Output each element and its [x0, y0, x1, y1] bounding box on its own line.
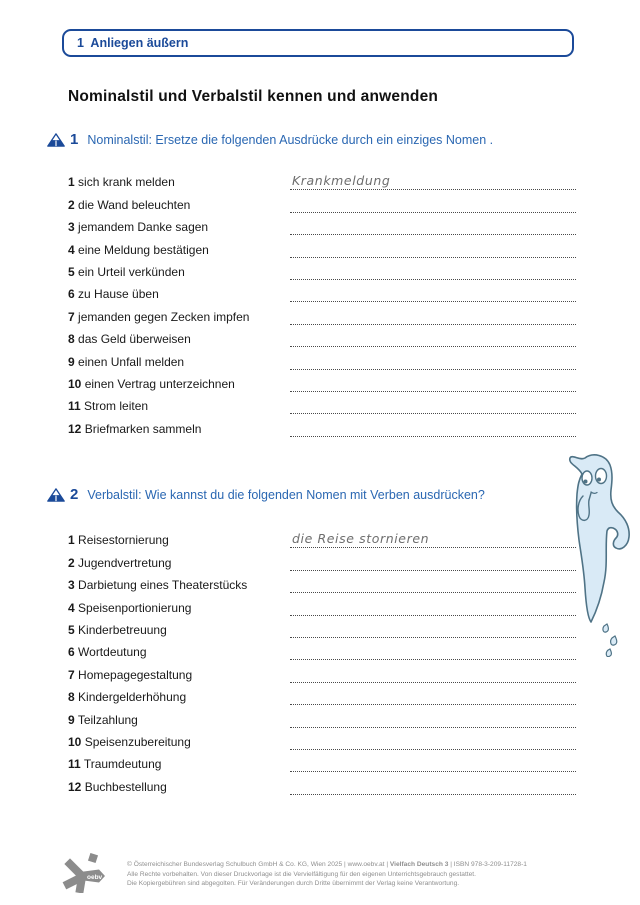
list-item	[68, 235, 576, 257]
answer-line[interactable]	[290, 353, 576, 370]
chapter-header-box	[62, 29, 574, 57]
item-label: 7 jemanden gegen Zecken impfen	[68, 309, 250, 324]
handwritten-answer: Krankmeldung	[292, 173, 391, 189]
item-label: 6 zu Hause üben	[68, 287, 159, 302]
exercise-1-heading	[47, 131, 493, 148]
exercise-instruction: Nominalstil: Ersetze die folgenden Ausdrücke durch ein einziges Nomen .	[87, 132, 494, 147]
answer-line[interactable]	[290, 643, 576, 660]
exercise-2-list	[68, 526, 576, 795]
list-item	[68, 638, 576, 660]
list-item	[68, 347, 576, 369]
item-label: 11 Traumdeutung	[68, 757, 162, 772]
list-item	[68, 392, 576, 414]
item-label: 2 Jugendvertretung	[68, 555, 172, 570]
item-label: 3 Darbietung eines Theaterstücks	[68, 578, 248, 593]
exercise-number: 2	[70, 486, 79, 503]
list-item	[68, 683, 576, 705]
page-title: Nominalstil und Verbalstil kennen und anwenden	[68, 88, 439, 105]
list-item	[68, 526, 576, 548]
answer-line[interactable]	[290, 778, 576, 795]
answer-line[interactable]	[290, 733, 576, 750]
exercise-2-heading	[47, 486, 485, 503]
answer-line[interactable]	[290, 688, 576, 705]
item-label: 5 ein Urteil verkünden	[68, 264, 185, 279]
item-label: 9 einen Unfall melden	[68, 354, 185, 369]
answer-line[interactable]	[290, 308, 576, 325]
answer-line[interactable]	[290, 196, 576, 213]
item-label: 8 Kindergelderhöhung	[68, 690, 187, 705]
item-label: 1 Reisestornierung	[68, 533, 169, 548]
answer-line[interactable]	[290, 173, 576, 190]
answer-line[interactable]	[290, 576, 576, 593]
list-item	[68, 705, 576, 727]
exercise-number: 1	[70, 131, 79, 148]
imprint-text	[127, 853, 527, 889]
answer-line[interactable]	[290, 711, 576, 728]
list-item	[68, 750, 576, 772]
answer-line[interactable]	[290, 755, 576, 772]
item-label: 10 Speisenzubereitung	[68, 734, 191, 749]
item-label: 3 jemandem Danke sagen	[68, 220, 209, 235]
item-label: 6 Wortdeutung	[68, 645, 147, 660]
list-item	[68, 728, 576, 750]
item-label: 4 Speisenportionierung	[68, 600, 192, 615]
answer-line[interactable]	[290, 330, 576, 347]
list-item	[68, 593, 576, 615]
footer	[58, 853, 527, 893]
drip-1	[603, 624, 608, 632]
item-label: 12 Briefmarken sammeln	[68, 421, 202, 436]
list-item	[68, 772, 576, 794]
ghost-mascot-illustration	[552, 452, 640, 657]
chapter-title: 1 Anliegen äußern	[77, 36, 189, 50]
list-item	[68, 168, 576, 190]
answer-line[interactable]	[290, 375, 576, 392]
item-label: 10 einen Vertrag unterzeichnen	[68, 376, 235, 391]
oebv-logo	[58, 853, 110, 893]
answer-line[interactable]	[290, 599, 576, 616]
answer-line[interactable]	[290, 554, 576, 571]
item-label: 9 Teilzahlung	[68, 712, 138, 727]
list-item	[68, 325, 576, 347]
item-label: 11 Strom leiten	[68, 399, 149, 414]
logo-text: oebv	[87, 874, 103, 881]
list-item	[68, 302, 576, 324]
answer-line[interactable]	[290, 531, 576, 548]
handwritten-answer: die Reise stornieren	[292, 531, 430, 547]
item-label: 7 Homepagegestaltung	[68, 667, 193, 682]
answer-line[interactable]	[290, 621, 576, 638]
mountain-icon	[47, 488, 65, 502]
item-label: 8 das Geld überweisen	[68, 332, 191, 347]
item-label: 12 Buchbestellung	[68, 779, 167, 794]
answer-line[interactable]	[290, 397, 576, 414]
drip-3	[606, 649, 611, 657]
list-item	[68, 258, 576, 280]
imprint-line-1: © Österreichischer Bundesverlag Schulbuch GmbH & Co. KG, Wien 2025 | www.oebv.at | Vielfach Deutsch 3 | ISBN 978-3-209-11728-1	[127, 861, 527, 868]
answer-line[interactable]	[290, 263, 576, 280]
list-item	[68, 190, 576, 212]
item-label: 1 sich krank melden	[68, 175, 175, 190]
imprint-line-3: Die Kopiergebühren sind abgegolten. Für Veränderungen durch Dritte übernimmt der Verlag keine Verantwortung.	[127, 880, 460, 888]
list-item	[68, 548, 576, 570]
list-item	[68, 414, 576, 436]
exercise-1-list	[68, 168, 576, 437]
list-item	[68, 280, 576, 302]
list-item	[68, 213, 576, 235]
mountain-icon	[47, 133, 65, 147]
answer-line[interactable]	[290, 241, 576, 258]
list-item	[68, 660, 576, 682]
list-item	[68, 616, 576, 638]
item-label: 2 die Wand beleuchten	[68, 197, 191, 212]
imprint-line-2: Alle Rechte vorbehalten. Von dieser Druckvorlage ist die Vervielfältigung für den eigenen Unterrichtsgebrauch gestattet.	[127, 870, 476, 878]
list-item	[68, 571, 576, 593]
item-label: 4 eine Meldung bestätigen	[68, 242, 209, 257]
answer-line[interactable]	[290, 420, 576, 437]
answer-line[interactable]	[290, 218, 576, 235]
answer-line[interactable]	[290, 666, 576, 683]
drip-2	[611, 636, 617, 645]
exercise-instruction: Verbalstil: Wie kannst du die folgenden Nomen mit Verben ausdrücken?	[87, 487, 485, 502]
answer-line[interactable]	[290, 285, 576, 302]
list-item	[68, 370, 576, 392]
item-label: 5 Kinderbetreuung	[68, 622, 167, 637]
